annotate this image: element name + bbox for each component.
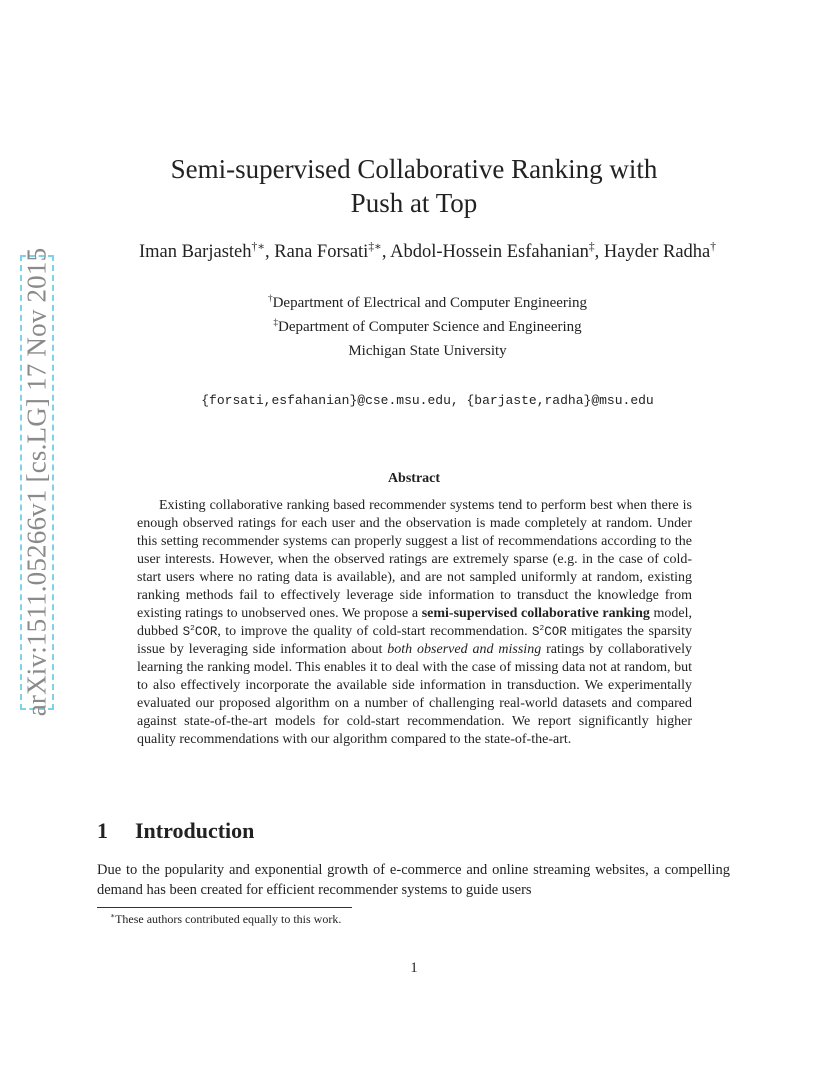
paper-title <box>0 152 828 220</box>
arxiv-identifier: arXiv:1511.05266v1 [cs.LG] 17 Nov 2015 <box>21 247 52 717</box>
abstract-heading: Abstract <box>387 471 441 486</box>
author-marks: ‡ <box>588 240 595 253</box>
author-name: Rana Forsati <box>274 242 369 262</box>
intro-paragraph <box>97 860 730 900</box>
footnote-mark: ∗ <box>110 911 116 920</box>
title-line-2: Push at Top <box>350 188 478 218</box>
model-name <box>532 625 567 639</box>
affiliation-2 <box>0 319 828 336</box>
author-name: Iman Barjasteh <box>139 242 252 262</box>
abstract-paragraph <box>137 497 692 749</box>
model-name-sup: 2 <box>539 624 545 633</box>
model-name-base: S <box>182 625 191 639</box>
model-name-rest: COR <box>194 625 218 639</box>
author-name: Hayder Radha <box>603 242 711 262</box>
model-name <box>183 625 218 639</box>
affiliation-mark: † <box>267 294 273 304</box>
section-heading <box>97 818 254 844</box>
abstract-bold-text: semi-supervised collaborative ranking <box>421 606 650 621</box>
footnote <box>110 912 341 927</box>
abstract-text: mitigates the sparsity issue by leveraging side information about <box>137 624 693 657</box>
model-name-sup: 2 <box>190 624 195 633</box>
abstract-body <box>137 497 692 749</box>
model-name-rest: COR <box>544 625 567 639</box>
author-marks: ‡∗ <box>368 240 382 253</box>
author-list: Iman Barjasteh†∗, Rana Forsati‡∗, Abdol-Hossein Esfahanian‡, Hayder Radha† <box>139 240 716 262</box>
title-line-1: Semi-supervised Collaborative Ranking with <box>170 154 658 184</box>
abstract-italic-text: both observed and missing <box>387 642 542 657</box>
affiliation-text: Department of Computer Science and Engineering <box>278 319 582 335</box>
affiliation-1 <box>0 295 828 312</box>
author-emails: {forsati,esfahanian}@cse.msu.edu, {barjaste,radha}@msu.edu <box>201 393 654 408</box>
author-marks: † <box>710 240 716 253</box>
section-title: Introduction <box>135 818 255 843</box>
affiliation-text: Department of Electrical and Computer Engineering <box>272 295 588 311</box>
model-name-base: S <box>532 625 540 639</box>
affiliation-mark: ‡ <box>273 318 278 328</box>
affiliation-3: Michigan State University <box>348 343 507 359</box>
author-name: Abdol-Hossein Esfahanian <box>390 242 589 262</box>
footnote-text: These authors contributed equally to this work. <box>115 912 342 926</box>
abstract-text: ratings by collaboratively learning the ranking model. This enables it to deal with the case of missing data not at random, but to also effectively incorporate the available side information in transduction. We experimentally evaluated our proposed algorithm on a number of challenging real-world datasets and compared against state-of-the-art models for cold-start recommendation. We report significantly higher quality recommendations with our algorithm compared to the state-of-the-art. <box>137 642 692 747</box>
abstract-text: Existing collaborative ranking based recommender systems tend to perform best when there is enough observed ratings for each user and the observation is made completely at random. Under this setting recommender systems can properly suggest a list of recommendations according to the user interests. However, when the observed ratings are extremely sparse (e.g. in the case of cold-start users where no rating data is available), and are not sampled uniformly at random, existing ranking methods fail to effectively leverage side information to transduct the knowledge from existing ratings to unobserved ones. We propose a <box>137 498 692 621</box>
section-number: 1 <box>97 818 108 843</box>
abstract-text: model, dubbed <box>137 606 692 639</box>
abstract-text: , to improve the quality of cold-start recommendation. <box>217 624 533 639</box>
author-marks: †∗ <box>251 240 266 253</box>
page-number: 1 <box>410 960 418 976</box>
intro-text: Due to the popularity and exponential growth of e-commerce and online streaming websites, a compelling demand has been created for efficient recommender systems to guide users <box>97 862 730 898</box>
footnote-rule <box>97 907 352 908</box>
